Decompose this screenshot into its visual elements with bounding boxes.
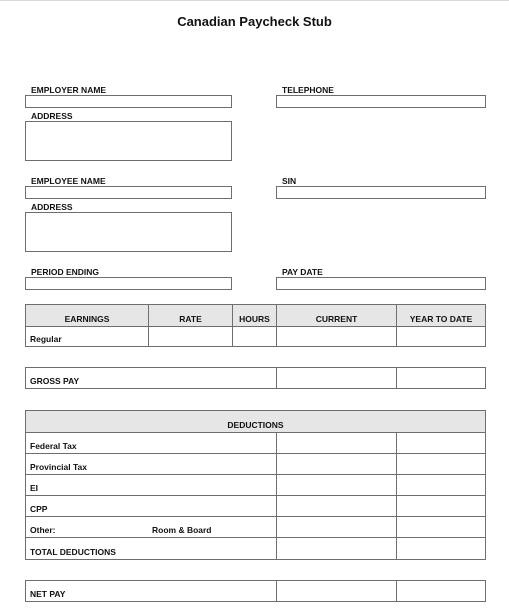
employee-name-label: EMPLOYEE NAME [31,176,106,186]
employee-address-field[interactable] [25,212,232,252]
net-pay-table [25,580,486,602]
sin-field[interactable] [276,186,486,199]
regular-rate-cell[interactable] [149,327,233,347]
net-pay-current-cell[interactable] [277,581,397,602]
employee-name-field[interactable] [25,186,232,199]
employer-name-label: EMPLOYER NAME [31,85,107,95]
top-border [0,0,509,1]
provincial-tax-current-cell[interactable] [277,454,397,475]
telephone-label: TELEPHONE [282,85,334,95]
gross-pay-ytd-cell[interactable] [397,368,486,389]
regular-ytd-cell[interactable] [397,327,486,347]
period-ending-label: PERIOD ENDING [31,267,100,277]
federal-tax-label: Federal Tax [26,433,277,454]
federal-tax-current-cell[interactable] [277,433,397,454]
cpp-ytd-cell[interactable] [397,496,486,517]
provincial-tax-ytd-cell[interactable] [397,454,486,475]
deductions-table [25,410,486,560]
page-title: Canadian Paycheck Stub [177,14,332,29]
gross-pay-label: GROSS PAY [26,368,277,389]
other-detail: Room & Board [152,525,212,535]
earnings-table [25,304,486,347]
other-current-cell[interactable] [277,517,397,538]
net-pay-ytd-cell[interactable] [397,581,486,602]
federal-tax-ytd-cell[interactable] [397,433,486,454]
other-label: Other: [30,525,56,535]
ei-label: EI [26,475,277,496]
ei-current-cell[interactable] [277,475,397,496]
ei-ytd-cell[interactable] [397,475,486,496]
sin-label: SIN [282,176,297,186]
total-deductions-ytd-cell[interactable] [397,538,486,560]
employer-address-field[interactable] [25,121,232,161]
other-ytd-cell[interactable] [397,517,486,538]
regular-hours-cell[interactable] [233,327,277,347]
current-header: CURRENT [277,305,397,327]
employee-address-label: ADDRESS [31,202,73,212]
provincial-tax-label: Provincial Tax [26,454,277,475]
total-deductions-label: TOTAL DEDUCTIONS [26,538,277,560]
gross-pay-current-cell[interactable] [277,368,397,389]
period-ending-field[interactable] [25,277,232,290]
hours-header: HOURS [233,305,277,327]
cpp-current-cell[interactable] [277,496,397,517]
cpp-label: CPP [26,496,277,517]
telephone-field[interactable] [276,95,486,108]
pay-date-label: PAY DATE [282,267,323,277]
employer-address-label: ADDRESS [31,111,73,121]
total-deductions-current-cell[interactable] [277,538,397,560]
other-row [26,517,277,538]
earnings-header: EARNINGS [26,305,149,327]
regular-current-cell[interactable] [277,327,397,347]
employer-name-field[interactable] [25,95,232,108]
pay-date-field[interactable] [276,277,486,290]
net-pay-label: NET PAY [26,581,277,602]
year-to-date-header: YEAR TO DATE [397,305,486,327]
gross-pay-table [25,367,486,389]
deductions-header: DEDUCTIONS [26,411,486,433]
rate-header: RATE [149,305,233,327]
regular-row-label: Regular [26,327,149,347]
